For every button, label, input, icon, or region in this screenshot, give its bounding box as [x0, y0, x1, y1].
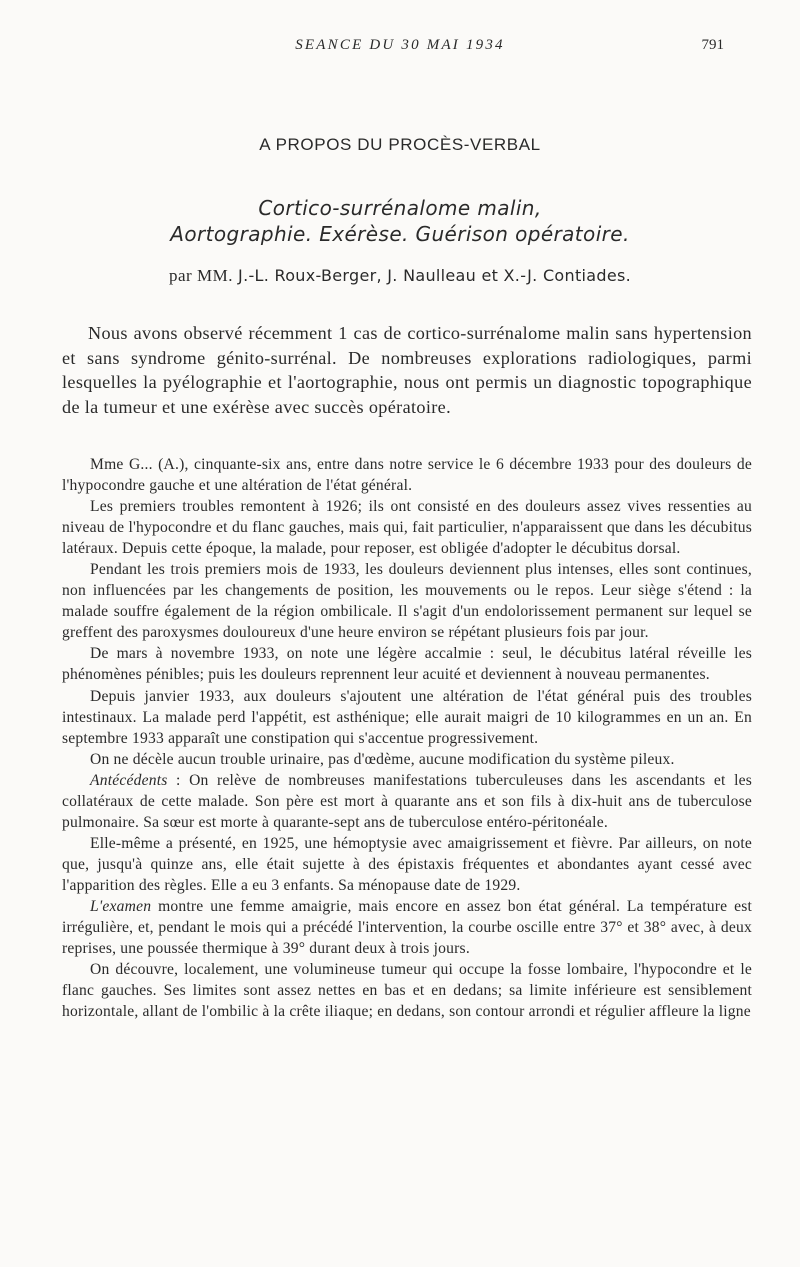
- paragraph-text: Pendant les trois premiers mois de 1933, les douleurs deviennent plus intenses, elles sont continues, non influencées par les changements de position, les mouvements ou le repos. Leur siège s'étend : la malade souffre également de la région ombilicale. Il s'agit d'un endolorissement permanent sur lequel se greffent des paroxysmes douloureux d'une heure environ se répétant plusieurs fois par jour.: [62, 561, 752, 642]
- body-paragraph: [62, 686, 752, 749]
- body-paragraph: [62, 643, 752, 685]
- paragraph-text: On découvre, localement, une volumineuse tumeur qui occupe la fosse lombaire, l'hypocondre et le flanc gauches. Ses limites sont assez nettes en bas et en dedans; sa limite inférieure est sensiblement horizontale, allant de l'ombilic à la crête iliaque; en dedans, son contour arrondi et régulier affleure la ligne: [62, 961, 752, 1021]
- running-head: [0, 37, 800, 57]
- body-paragraph: [62, 833, 752, 896]
- body-paragraph: [62, 496, 752, 559]
- author-prefix: par MM.: [169, 266, 233, 285]
- author-line: [0, 266, 800, 286]
- body-paragraph: [62, 896, 752, 959]
- paragraph-text: Depuis janvier 1933, aux douleurs s'ajoutent une altération de l'état général puis des troubles intestinaux. La malade perd l'appétit, est asthénique; elle aurait maigri de 10 kilogrammes en un an. En septembre 1933 apparaît une constipation qui s'accentue progressivement.: [62, 687, 752, 747]
- paragraph-lead: L'examen: [90, 897, 152, 915]
- body-paragraph: [62, 959, 752, 1022]
- section-title: A PROPOS DU PROCÈS-VERBAL: [259, 135, 541, 154]
- paragraph-text: Elle-même a présenté, en 1925, une hémoptysie avec amaigrissement et fièvre. Par ailleurs, on note que, jusqu'à quinze ans, elle était sujette à des épistaxis fréquentes et abondantes ayant cessé avec l'apparition des règles. Elle a eu 3 enfants. Sa ménopause date de 1929.: [62, 834, 752, 894]
- running-head-title: SEANCE DU 30 MAI 1934: [295, 37, 505, 53]
- article-title-line-2: Aortographie. Exérèse. Guérison opératoire.: [170, 222, 630, 246]
- paragraph-text: De mars à novembre 1933, on note une légère accalmie : seul, le décubitus latéral réveille les phénomènes pénibles; puis les douleurs reprennent leur acuité et deviennent à nouveau permanentes.: [62, 645, 752, 684]
- paragraph-text: On ne décèle aucun trouble urinaire, pas d'œdème, aucune modification du système pileux.: [90, 750, 675, 768]
- paragraph-lead: Antécédents: [90, 771, 168, 789]
- paragraph-text: montre une femme amaigrie, mais encore en assez bon état général. La température est irrégulière, et, pendant le mois qui a précédé l'intervention, la courbe oscille entre 37° et 38° avec, à deux reprises, une poussée thermique à 39° durant deux à trois jours.: [62, 897, 752, 958]
- paragraph-text: Mme G... (A.), cinquante-six ans, entre dans notre service le 6 décembre 1933 pour des douleurs de l'hypocondre gauche et une altération de l'état général.: [62, 456, 752, 495]
- author-names: J.-L. Roux-Berger, J. Naulleau et X.-J. Contiades.: [238, 266, 631, 285]
- body-paragraph: [62, 559, 752, 643]
- body-paragraph: [62, 749, 752, 770]
- body-paragraph: [62, 770, 752, 833]
- article-title-line-1: Cortico-surrénalome malin,: [258, 196, 542, 220]
- paragraph-text: : On relève de nombreuses manifestations tuberculeuses dans les ascendants et les collatéraux de cette malade. Son père est mort à quarante ans et son fils à dix-huit ans de tuberculose pulmonaire. Sa sœur est morte à quarante-sept ans de tuberculose entéro-péritonéale.: [62, 771, 752, 831]
- abstract-paragraph: Nous avons observé récemment 1 cas de cortico-surrénalome malin sans hypertension et sans syndrome génito-surrénal. De nombreuses explorations radiologiques, parmi lesquelles la pyélographie et l'aortographie, nous ont permis un diagnostic topographique de la tumeur et une exérèse avec succès opératoire.: [62, 323, 752, 417]
- paragraph-text: Les premiers troubles remontent à 1926; ils ont consisté en des douleurs assez vives ressenties au niveau de l'hypocondre et du flanc gauches, mais qui, fait particulier, n'apparaissent que dans les décubitus latéraux. Depuis cette époque, la malade, pour reposer, est obligée d'adopter le décubitus dorsal.: [62, 498, 752, 558]
- page-number: 791: [701, 37, 724, 53]
- body-paragraph: [62, 454, 752, 496]
- case-report-body: [62, 454, 752, 1022]
